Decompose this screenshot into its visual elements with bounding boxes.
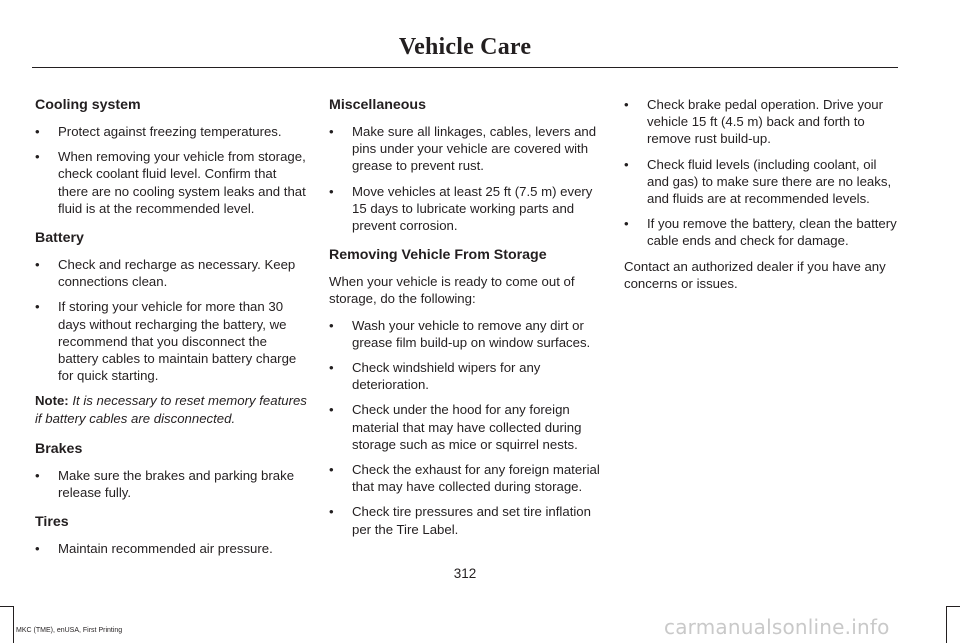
column-1 — [35, 96, 307, 565]
list-item: • Check under the hood for any foreign material that may have collected during storage such as mice or squirrel nests. — [329, 401, 603, 453]
misc-list — [329, 123, 603, 234]
section-heading-cooling: Cooling system — [35, 97, 141, 113]
note-label: Note: — [35, 393, 69, 409]
list-item: • Protect against freezing temperatures. — [35, 123, 307, 140]
list-item: • Check the exhaust for any foreign material that may have collected during storage. — [329, 461, 603, 495]
battery-list — [35, 256, 307, 384]
battery-note — [35, 392, 307, 426]
list-item: • Wash your vehicle to remove any dirt or grease film build-up on window surfaces. — [329, 317, 603, 351]
list-item: • Make sure the brakes and parking brake release fully. — [35, 467, 307, 501]
list-item: • Make sure all linkages, cables, levers and pins under your vehicle are covered with grease to prevent rust. — [329, 123, 603, 175]
crop-mark — [947, 606, 960, 607]
list-item: • Maintain recommended air pressure. — [35, 540, 307, 557]
column-2 — [329, 96, 603, 546]
page-number: 312 — [453, 566, 477, 581]
brakes-list — [35, 467, 307, 501]
list-item: • Check tire pressures and set tire inflation per the Tire Label. — [329, 503, 603, 537]
removing-list — [329, 317, 603, 538]
cooling-list — [35, 123, 307, 217]
removing-intro: When your vehicle is ready to come out of storage, do the following: — [329, 274, 575, 307]
crop-mark — [946, 606, 947, 643]
removing-list-continued — [624, 96, 898, 250]
list-item: • If storing your vehicle for more than 30 days without recharging the battery, we recommend that you disconnect the battery cables to maintain battery charge for quick starting. — [35, 298, 307, 384]
header-rule — [32, 67, 898, 68]
section-heading-tires: Tires — [35, 514, 69, 531]
crop-mark — [0, 606, 13, 607]
section-heading-miscellaneous: Miscellaneous — [329, 97, 426, 113]
note-text: It is necessary to reset memory features if battery cables are disconnected. — [35, 393, 307, 426]
section-heading-removing-storage: Removing Vehicle From Storage — [329, 247, 547, 264]
tires-list — [35, 540, 307, 557]
section-heading-battery: Battery — [35, 230, 84, 247]
list-item: • Check brake pedal operation. Drive your vehicle 15 ft (4.5 m) back and forth to remove rust build-up. — [624, 96, 898, 148]
list-item: • Check fluid levels (including coolant, oil and gas) to make sure there are no leaks, and fluids are at recommended levels. — [624, 156, 898, 208]
crop-mark — [13, 606, 14, 643]
watermark-text: carmanualsonline.info — [664, 615, 890, 639]
list-item: • When removing your vehicle from storage, check coolant fluid level. Confirm that there are no cooling system leaks and that fluid is at the recommended level. — [35, 148, 307, 217]
chapter-title: Vehicle Care — [398, 34, 532, 60]
list-item: • If you remove the battery, clean the battery cable ends and check for damage. — [624, 215, 898, 249]
list-item: • Check and recharge as necessary. Keep connections clean. — [35, 256, 307, 290]
print-footer: MKC (TME), enUSA, First Printing — [16, 627, 123, 634]
section-heading-brakes: Brakes — [35, 440, 83, 457]
closing-paragraph: Contact an authorized dealer if you have any concerns or issues. — [624, 258, 886, 291]
column-3 — [624, 96, 898, 301]
list-item: • Check windshield wipers for any deterioration. — [329, 359, 603, 393]
list-item: • Move vehicles at least 25 ft (7.5 m) every 15 days to lubricate working parts and prevent corrosion. — [329, 183, 603, 235]
